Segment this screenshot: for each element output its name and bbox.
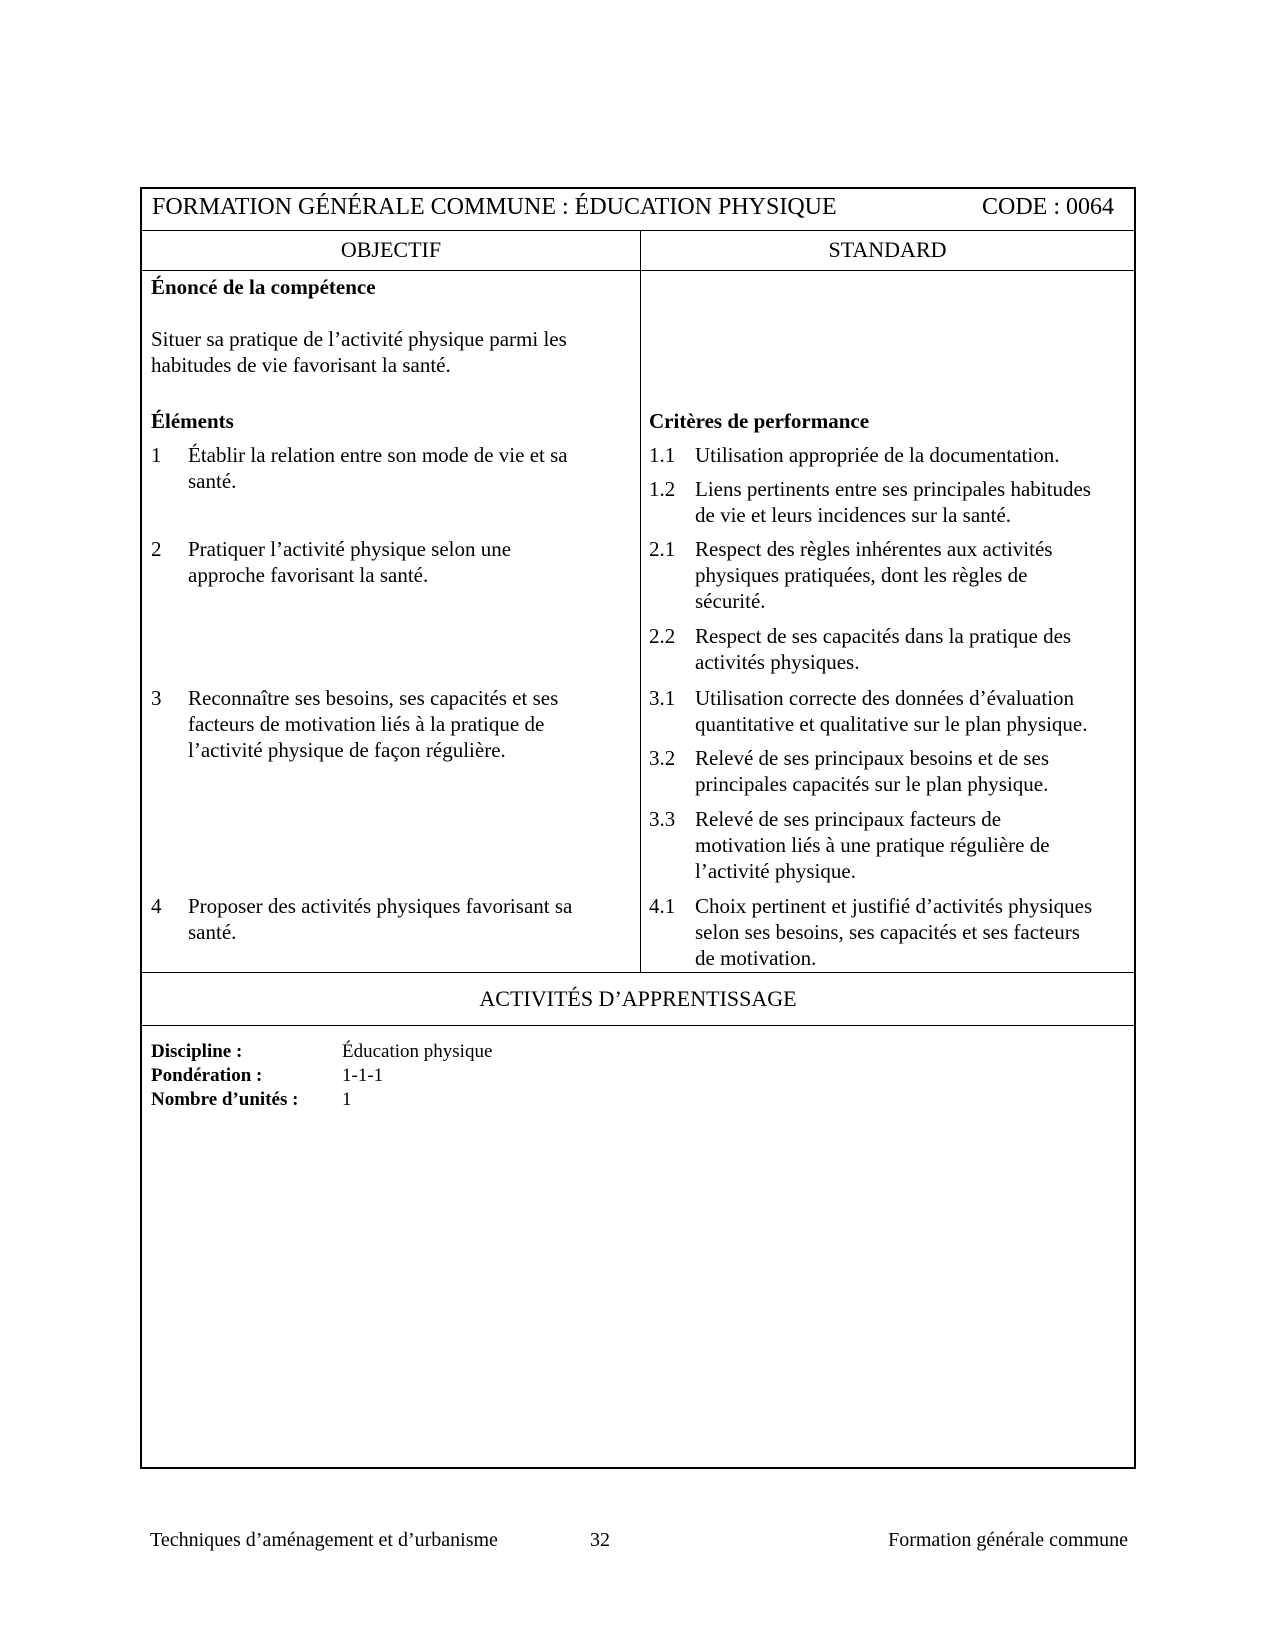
element-text: Reconnaître ses besoins, ses capacités et ses — [188, 686, 559, 710]
table-header — [142, 189, 1134, 231]
criterion-text: Respect des règles inhérentes aux activités — [695, 537, 1053, 561]
divider-activities-bottom — [142, 1025, 1134, 1026]
discipline-label: Discipline : — [151, 1041, 243, 1062]
criterion-text: Liens pertinents entre ses principales habitudes — [695, 477, 1091, 501]
criterion-number: 1.1 — [649, 443, 676, 467]
competence-heading: Énoncé de la compétence — [151, 275, 376, 299]
element-text: facteurs de motivation liés à la pratique de — [188, 712, 545, 736]
course-table — [140, 187, 1136, 1469]
activities-title: ACTIVITÉS D’APPRENTISSAGE — [479, 986, 797, 1011]
footer-section: Formation générale commune — [888, 1529, 1128, 1551]
element-text: Pratiquer l’activité physique selon une — [188, 537, 512, 561]
unites-label: Nombre d’unités : — [151, 1089, 299, 1110]
criterion-text: Utilisation correcte des données d’évaluation — [695, 686, 1075, 710]
criterion-number: 3.1 — [649, 686, 676, 710]
course-title: FORMATION GÉNÉRALE COMMUNE : ÉDUCATION PHYSIQUE — [152, 194, 837, 220]
element-number: 3 — [151, 686, 162, 710]
criterion-text: Choix pertinent et justifié d’activités physiques — [695, 894, 1093, 918]
competence-line-2: habitudes de vie favorisant la santé. — [151, 353, 451, 377]
ponderation-value: 1-1-1 — [342, 1065, 384, 1086]
criterion-number: 2.2 — [649, 624, 676, 648]
element-text: Proposer des activités physiques favorisant sa — [188, 894, 573, 918]
criterion-text: quantitative et qualitative sur le plan physique. — [695, 712, 1088, 736]
criterion-text: physiques pratiquées, dont les règles de — [695, 563, 1028, 587]
criterion-number: 3.3 — [649, 807, 676, 831]
element-number: 1 — [151, 443, 162, 467]
element-text: approche favorisant la santé. — [188, 563, 429, 587]
column-divider — [640, 231, 641, 972]
discipline-value: Éducation physique — [342, 1041, 493, 1062]
ponderation-label: Pondération : — [151, 1065, 263, 1086]
criterion-text: Utilisation appropriée de la documentation. — [695, 443, 1060, 467]
criterion-text: sécurité. — [695, 589, 766, 613]
criteria-heading: Critères de performance — [649, 409, 870, 433]
element-text: Établir la relation entre son mode de vie et sa — [188, 443, 568, 467]
element-text: santé. — [188, 920, 237, 944]
criterion-text: motivation liés à une pratique régulière de — [695, 833, 1050, 857]
criterion-text: Relevé de ses principaux besoins et de ses — [695, 746, 1049, 770]
unites-value: 1 — [342, 1089, 352, 1110]
elements-heading: Éléments — [151, 409, 234, 433]
footer-program: Techniques d’aménagement et d’urbanisme — [150, 1529, 498, 1551]
criterion-number: 2.1 — [649, 537, 676, 561]
criterion-text: principales capacités sur le plan physique. — [695, 772, 1049, 796]
criterion-text: l’activité physique. — [695, 859, 856, 883]
criterion-text: selon ses besoins, ses capacités et ses facteurs — [695, 920, 1080, 944]
criterion-number: 1.2 — [649, 477, 676, 501]
criterion-text: Respect de ses capacités dans la pratique des — [695, 624, 1072, 648]
element-text: santé. — [188, 469, 237, 493]
element-number: 2 — [151, 537, 162, 561]
criterion-text: activités physiques. — [695, 650, 860, 674]
element-number: 4 — [151, 894, 162, 918]
column-standard: STANDARD — [641, 231, 1134, 271]
course-code: CODE : 0064 — [982, 194, 1114, 220]
criterion-text: Relevé de ses principaux facteurs de — [695, 807, 1002, 831]
criterion-number: 3.2 — [649, 746, 676, 770]
footer-page-number: 32 — [590, 1529, 610, 1551]
criterion-number: 4.1 — [649, 894, 676, 918]
element-text: l’activité physique de façon régulière. — [188, 738, 506, 762]
criterion-text: de vie et leurs incidences sur la santé. — [695, 503, 1012, 527]
competence-line-1: Situer sa pratique de l’activité physique parmi les — [151, 327, 567, 351]
criterion-text: de motivation. — [695, 946, 817, 970]
column-objectif: OBJECTIF — [142, 231, 640, 271]
